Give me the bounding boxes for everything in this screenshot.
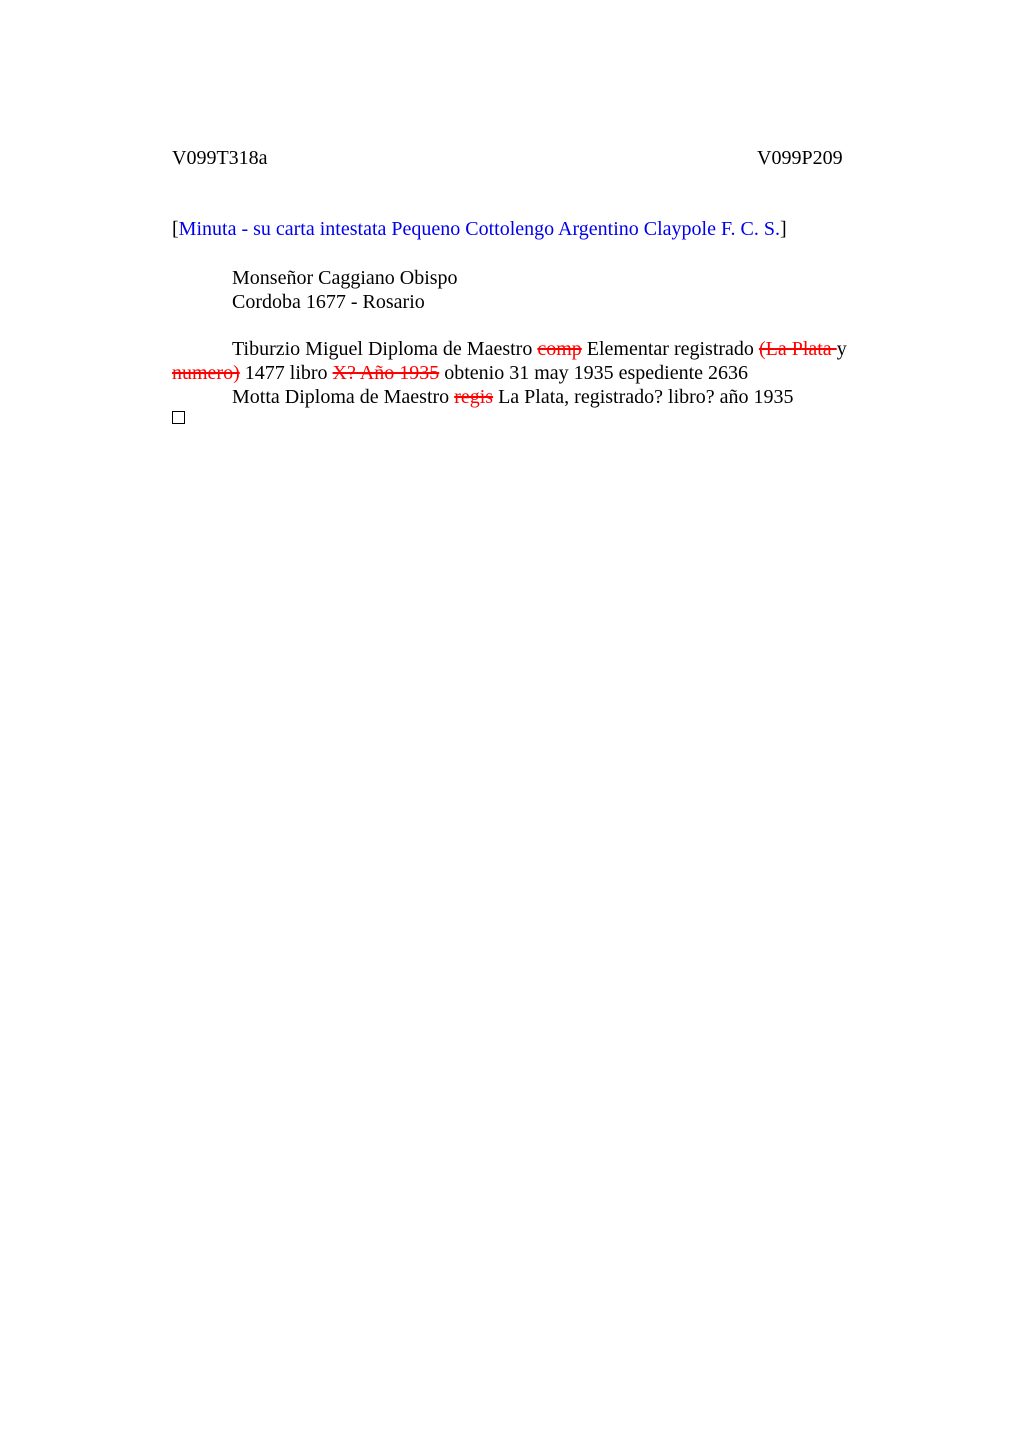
document-code-left: V099T318a [172,147,268,169]
body-line-2 [172,361,872,385]
text-segment: La Plata, registrado? libro? año 1935 [493,386,794,408]
note-text: Minuta - su carta intestata Pequeno Cottolengo Argentino Claypole F. C. S. [178,218,780,240]
note-open-bracket: [ [172,218,179,240]
deleted-text: X? Año 1935 [332,362,440,384]
deleted-text: regis [454,386,494,408]
recipient-address [232,266,458,314]
text-segment: Tiburzio Miguel Diploma de Maestro [232,338,538,360]
body-line-3 [172,385,872,409]
deleted-text: numero) [172,362,240,384]
text-segment: obtenio 31 may 1935 espediente 2636 [439,362,749,384]
letter-body [172,337,872,409]
document-code-right: V099P209 [757,147,843,169]
note-close-bracket: ] [779,218,787,240]
text-segment: Motta Diploma de Maestro [232,386,455,408]
text-segment: y [836,338,847,360]
deleted-text: comp [537,338,582,360]
text-segment: Elementar registrado [581,338,759,360]
checkbox-icon [172,411,185,424]
deleted-text: (La Plata [758,338,837,360]
address-line-1: Monseñor Caggiano Obispo [232,267,458,289]
body-line-1 [172,337,872,361]
editorial-note [172,218,787,240]
address-line-2: Cordoba 1677 - Rosario [232,291,425,313]
text-segment: 1477 libro [239,362,333,384]
